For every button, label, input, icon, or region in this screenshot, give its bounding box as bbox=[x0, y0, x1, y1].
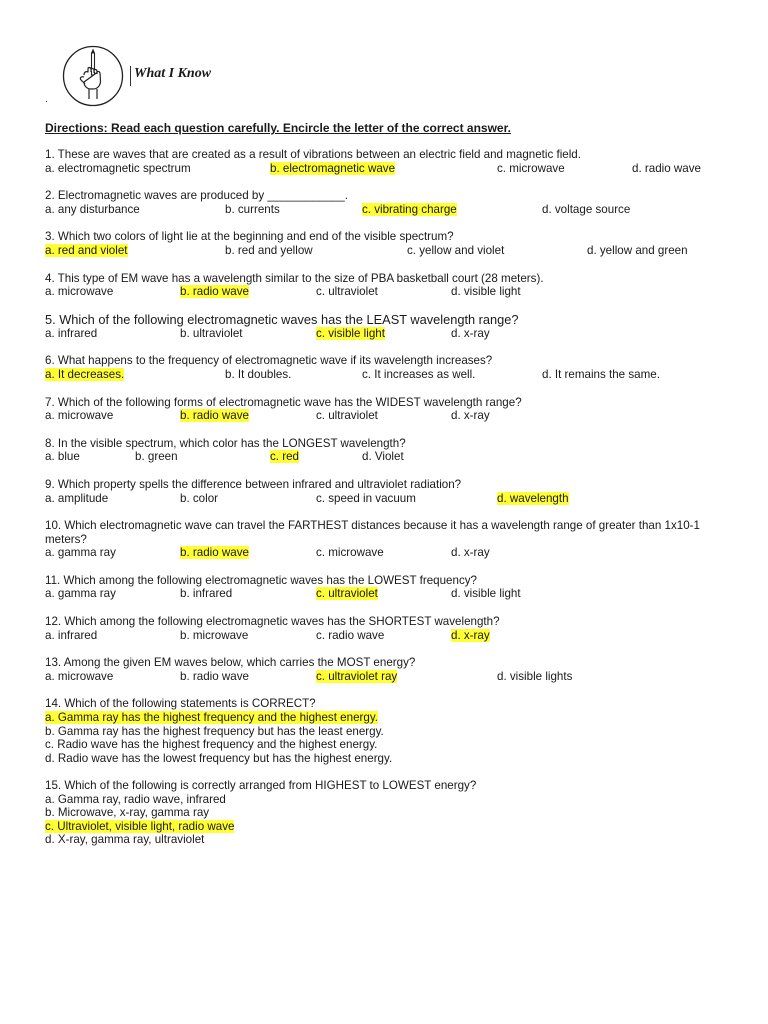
option-text: c. It increases as well. bbox=[362, 367, 476, 381]
option-text: b. red and yellow bbox=[225, 243, 313, 257]
option-text: d. radio wave bbox=[632, 161, 701, 175]
question-text: 9. Which property spells the difference between infrared and ultraviolet radiation? bbox=[45, 477, 462, 491]
option-text: c. yellow and violet bbox=[407, 243, 505, 257]
header-divider bbox=[130, 66, 131, 86]
answer-option-b[interactable] bbox=[180, 285, 249, 299]
option-text: a. gamma ray bbox=[45, 587, 116, 601]
answer-option-d[interactable] bbox=[497, 670, 572, 684]
question-10 bbox=[45, 519, 735, 560]
answer-option-d[interactable] bbox=[632, 162, 701, 176]
option-text: d. x-ray bbox=[451, 628, 490, 642]
answer-option-c[interactable] bbox=[497, 162, 565, 176]
question-text: 2. Electromagnetic waves are produced by ____________. bbox=[45, 189, 348, 203]
question-list bbox=[45, 148, 735, 847]
option-text: d. x-ray bbox=[451, 326, 490, 340]
option-text: c. visible light bbox=[316, 326, 385, 340]
option-text: c. ultraviolet bbox=[316, 587, 378, 601]
option-text: c. radio wave bbox=[316, 628, 385, 642]
stray-dot: . bbox=[45, 94, 48, 105]
answer-option-d[interactable] bbox=[45, 752, 735, 766]
option-text: d. visible lights bbox=[497, 669, 573, 683]
option-text: a. blue bbox=[45, 450, 80, 464]
option-text: c. vibrating charge bbox=[362, 202, 457, 216]
answer-option-b[interactable] bbox=[180, 546, 249, 560]
question-text: 10. Which electromagnetic wave can travel the FARTHEST distances because it has a wavelength range of greater than 1x10-1 meters? bbox=[45, 519, 700, 546]
answer-options bbox=[45, 203, 735, 217]
option-text: b. radio wave bbox=[180, 409, 249, 423]
answer-option-c[interactable] bbox=[316, 492, 416, 506]
answer-option-a[interactable] bbox=[45, 162, 191, 176]
answer-options bbox=[45, 492, 735, 506]
answer-option-a[interactable] bbox=[45, 587, 116, 601]
option-text: d. visible light bbox=[451, 587, 521, 601]
option-text: b. Gamma ray has the highest frequency but has the least energy. bbox=[45, 724, 384, 738]
option-text: c. ultraviolet ray bbox=[316, 669, 398, 683]
answer-options bbox=[45, 711, 735, 765]
answer-option-b[interactable] bbox=[180, 492, 218, 506]
option-text: c. speed in vacuum bbox=[316, 491, 416, 505]
answer-option-b[interactable] bbox=[225, 244, 313, 258]
answer-option-d[interactable] bbox=[451, 409, 490, 423]
option-text: d. yellow and green bbox=[587, 243, 688, 257]
question-text: 5. Which of the following electromagnetic waves has the LEAST wavelength range? bbox=[45, 311, 519, 327]
option-text: b. microwave bbox=[180, 628, 249, 642]
option-text: d. x-ray bbox=[451, 409, 490, 423]
option-text: d. X-ray, gamma ray, ultraviolet bbox=[45, 833, 205, 847]
question-4 bbox=[45, 272, 735, 300]
option-text: a. Gamma ray, radio wave, infrared bbox=[45, 792, 226, 806]
answer-option-a[interactable] bbox=[45, 793, 735, 807]
option-text: c. Radio wave has the highest frequency and the highest energy. bbox=[45, 738, 378, 752]
option-text: b. currents bbox=[225, 202, 280, 216]
question-8 bbox=[45, 437, 735, 465]
answer-option-b[interactable] bbox=[45, 725, 735, 739]
question-text: 14. Which of the following statements is CORRECT? bbox=[45, 697, 316, 711]
option-text: a. microwave bbox=[45, 669, 114, 683]
question-2 bbox=[45, 189, 735, 217]
section-title: What I Know bbox=[134, 66, 212, 81]
answer-option-a[interactable] bbox=[45, 711, 735, 725]
answer-option-d[interactable] bbox=[451, 546, 490, 560]
question-14 bbox=[45, 697, 735, 765]
answer-options bbox=[45, 409, 735, 423]
worksheet-content bbox=[45, 121, 735, 861]
option-text: d. It remains the same. bbox=[542, 367, 660, 381]
option-text: d. wavelength bbox=[497, 491, 569, 505]
option-text: a. red and violet bbox=[45, 243, 128, 257]
answer-option-b[interactable] bbox=[180, 670, 249, 684]
answer-option-b[interactable] bbox=[180, 327, 243, 341]
answer-option-d[interactable] bbox=[451, 327, 490, 341]
answer-option-c[interactable] bbox=[316, 670, 397, 684]
option-text: a. It decreases. bbox=[45, 367, 125, 381]
question-text: 15. Which of the following is correctly arranged from HIGHEST to LOWEST energy? bbox=[45, 779, 477, 792]
option-text: a. amplitude bbox=[45, 491, 109, 505]
answer-option-d[interactable] bbox=[451, 587, 521, 601]
option-text: a. infrared bbox=[45, 628, 98, 642]
answer-option-d[interactable] bbox=[497, 492, 569, 506]
answer-option-a[interactable] bbox=[45, 285, 113, 299]
option-text: d. Violet bbox=[362, 450, 404, 464]
answer-option-d[interactable] bbox=[542, 203, 630, 217]
question-text: 4. This type of EM wave has a wavelength similar to the size of PBA basketball court (28 meters). bbox=[45, 271, 544, 285]
option-text: c. ultraviolet bbox=[316, 285, 378, 299]
answer-options bbox=[45, 368, 735, 382]
option-text: b. electromagnetic wave bbox=[270, 161, 396, 175]
answer-option-c[interactable] bbox=[316, 409, 378, 423]
answer-options bbox=[45, 327, 735, 341]
question-15 bbox=[45, 779, 735, 847]
answer-option-a[interactable] bbox=[45, 546, 116, 560]
option-text: c. red bbox=[270, 450, 299, 464]
option-text: d. visible light bbox=[451, 285, 521, 299]
question-text: 6. What happens to the frequency of electromagnetic wave if its wavelength increases? bbox=[45, 354, 493, 368]
option-text: a. microwave bbox=[45, 285, 114, 299]
answer-option-a[interactable] bbox=[45, 450, 80, 464]
answer-option-b[interactable] bbox=[180, 587, 232, 601]
answer-option-b[interactable] bbox=[225, 368, 291, 382]
answer-option-a[interactable] bbox=[45, 203, 140, 217]
option-text: c. ultraviolet bbox=[316, 409, 378, 423]
option-text: a. microwave bbox=[45, 409, 114, 423]
question-12 bbox=[45, 615, 735, 643]
directions: Directions: Read each question carefully. Encircle the letter of the correct answer. bbox=[45, 121, 511, 135]
option-text: b. infrared bbox=[180, 587, 233, 601]
option-text: c. microwave bbox=[497, 161, 565, 175]
option-text: b. radio wave bbox=[180, 669, 249, 683]
question-9 bbox=[45, 478, 735, 506]
answer-option-c[interactable] bbox=[407, 244, 504, 258]
answer-option-c[interactable] bbox=[316, 546, 384, 560]
option-text: a. gamma ray bbox=[45, 546, 116, 560]
answer-options bbox=[45, 285, 735, 299]
answer-option-b[interactable] bbox=[45, 806, 735, 820]
answer-options bbox=[45, 450, 735, 464]
answer-option-c[interactable] bbox=[316, 285, 378, 299]
answer-option-d[interactable] bbox=[362, 450, 404, 464]
answer-options bbox=[45, 162, 735, 176]
answer-option-b[interactable] bbox=[270, 162, 395, 176]
hand-holding-pencil-icon bbox=[62, 45, 124, 107]
question-13 bbox=[45, 656, 735, 684]
question-text: 3. Which two colors of light lie at the beginning and end of the visible spectrum? bbox=[45, 230, 454, 244]
answer-options bbox=[45, 629, 735, 643]
option-text: a. Gamma ray has the highest frequency and the highest energy. bbox=[45, 711, 378, 725]
option-text: b. ultraviolet bbox=[180, 326, 243, 340]
option-text: b. Microwave, x-ray, gamma ray bbox=[45, 806, 210, 820]
option-text: a. any disturbance bbox=[45, 202, 140, 216]
question-7 bbox=[45, 396, 735, 424]
answer-option-c[interactable] bbox=[362, 368, 475, 382]
option-text: a. electromagnetic spectrum bbox=[45, 161, 191, 175]
question-text: 12. Which among the following electromagnetic waves has the SHORTEST wavelength? bbox=[45, 615, 500, 629]
answer-option-d[interactable] bbox=[451, 629, 490, 643]
question-5 bbox=[45, 313, 735, 341]
answer-option-c[interactable] bbox=[45, 738, 735, 752]
answer-option-a[interactable] bbox=[45, 670, 113, 684]
answer-option-b[interactable] bbox=[180, 629, 248, 643]
answer-options bbox=[45, 546, 735, 560]
answer-options bbox=[45, 587, 735, 601]
answer-option-a[interactable] bbox=[45, 368, 124, 382]
option-text: c. Ultraviolet, visible light, radio wave bbox=[45, 819, 235, 833]
answer-option-b[interactable] bbox=[225, 203, 280, 217]
option-text: d. x-ray bbox=[451, 546, 490, 560]
answer-option-d[interactable] bbox=[45, 833, 735, 847]
answer-option-b[interactable] bbox=[135, 450, 178, 464]
question-11 bbox=[45, 574, 735, 602]
answer-option-c[interactable] bbox=[316, 587, 378, 601]
answer-option-d[interactable] bbox=[587, 244, 688, 258]
answer-option-a[interactable] bbox=[45, 629, 97, 643]
question-3 bbox=[45, 230, 735, 258]
answer-option-b[interactable] bbox=[180, 409, 249, 423]
question-text: 7. Which of the following forms of electromagnetic wave has the WIDEST wavelength range? bbox=[45, 395, 522, 409]
option-text: c. microwave bbox=[316, 546, 384, 560]
answer-option-c[interactable] bbox=[316, 629, 384, 643]
answer-option-a[interactable] bbox=[45, 327, 97, 341]
answer-options bbox=[45, 244, 735, 258]
question-6 bbox=[45, 354, 735, 382]
answer-option-c[interactable] bbox=[45, 820, 735, 834]
option-text: b. radio wave bbox=[180, 285, 249, 299]
question-text: 8. In the visible spectrum, which color has the LONGEST wavelength? bbox=[45, 436, 406, 450]
answer-option-c[interactable] bbox=[316, 327, 385, 341]
answer-option-a[interactable] bbox=[45, 244, 128, 258]
question-text: 11. Which among the following electromagnetic waves has the LOWEST frequency? bbox=[45, 573, 477, 587]
option-text: d. voltage source bbox=[542, 202, 631, 216]
answer-option-d[interactable] bbox=[451, 285, 521, 299]
answer-options bbox=[45, 670, 735, 684]
question-1 bbox=[45, 148, 735, 176]
answer-option-a[interactable] bbox=[45, 492, 108, 506]
option-text: a. infrared bbox=[45, 326, 98, 340]
answer-option-c[interactable] bbox=[362, 203, 457, 217]
option-text: b. green bbox=[135, 450, 178, 464]
answer-options bbox=[45, 793, 735, 847]
question-text: 1. These are waves that are created as a result of vibrations between an electric field and magnetic field. bbox=[45, 148, 581, 161]
option-text: b. It doubles. bbox=[225, 367, 292, 381]
answer-option-d[interactable] bbox=[542, 368, 660, 382]
question-text: 13. Among the given EM waves below, which carries the MOST energy? bbox=[45, 656, 416, 670]
answer-option-c[interactable] bbox=[270, 450, 299, 464]
option-text: b. color bbox=[180, 491, 219, 505]
answer-option-a[interactable] bbox=[45, 409, 113, 423]
option-text: d. Radio wave has the lowest frequency but has the highest energy. bbox=[45, 751, 393, 765]
option-text: b. radio wave bbox=[180, 546, 249, 560]
